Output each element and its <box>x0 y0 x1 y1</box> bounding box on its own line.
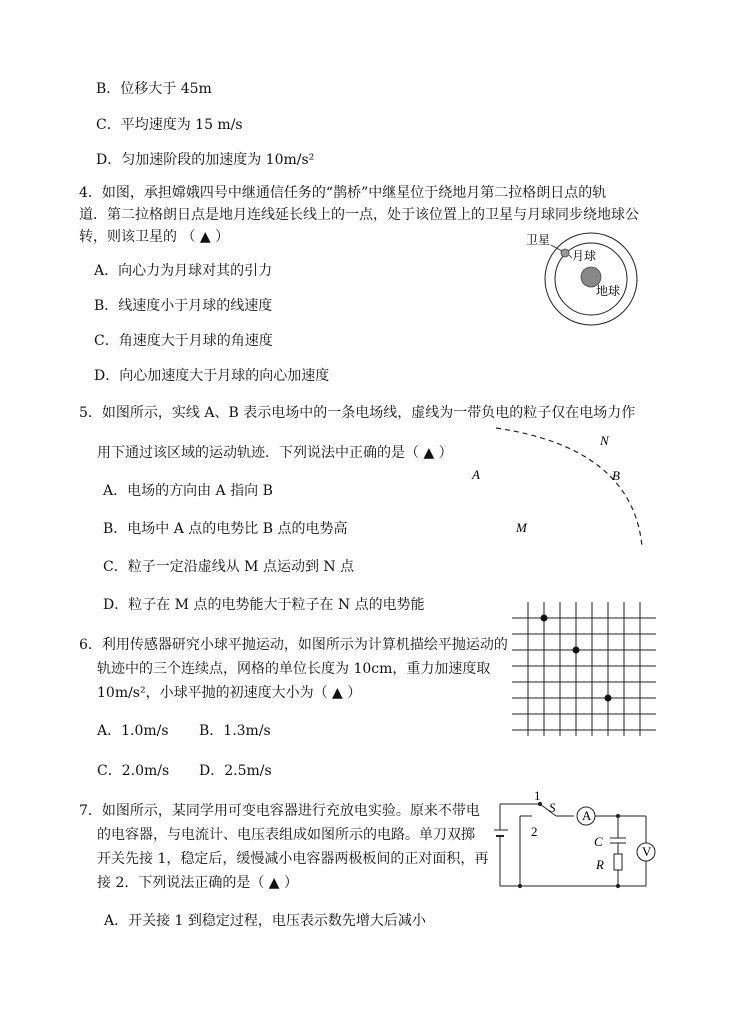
q3-option-b: B．位移大于 45m <box>96 81 212 97</box>
voltmeter-icon: V <box>642 844 652 859</box>
label-contact-2: 2 <box>531 824 538 839</box>
q6-option-c: C．2.0m/s <box>97 763 170 779</box>
q4-option-b: B．线速度小于月球的线速度 <box>94 298 273 314</box>
label-m: M <box>516 520 527 535</box>
q7-stem-line2: 的电容器，与电流计、电压表组成如图所示的电路。单刀双掷 <box>97 827 475 843</box>
q4-option-c: C．角速度大于月球的角速度 <box>94 333 273 349</box>
label-b: B <box>612 468 620 483</box>
trajectory-point-2 <box>573 647 580 654</box>
label-earth: 地球 <box>596 284 621 298</box>
q4-option-d: D．向心加速度大于月球的向心加速度 <box>94 368 330 384</box>
label-a: A <box>472 467 480 482</box>
q5-option-b: B．电场中 A 点的电势比 B 点的电势高 <box>103 521 348 537</box>
satellite-moon-icon <box>561 249 569 257</box>
q4-stem-line1: 4．如图，承担嫦娥四号中继通信任务的“鹊桥”中继星位于绕地月第二拉格朗日点的轨 <box>79 185 607 201</box>
q4-stem-line2: 道．第二拉格朗日点是地月连线延长线上的一点，处于该位置上的卫星与月球同步绕地球公 <box>79 207 639 223</box>
q5-option-d: D．粒子在 M 点的电势能大于粒子在 N 点的电势能 <box>103 597 425 613</box>
q7-option-a: A．开关接 1 到稳定过程，电压表示数先增大后减小 <box>104 913 426 929</box>
q6-option-a: A．1.0m/s <box>97 723 169 739</box>
q7-stem-line1: 7．如图所示，某同学用可变电容器进行充放电实验。原来不带电 <box>79 803 480 819</box>
q6-option-d: D．2.5m/s <box>199 763 272 779</box>
q3-option-c: C．平均速度为 15 m/s <box>96 117 243 133</box>
q4-orbit-figure <box>522 222 646 326</box>
label-satellite: 卫星 <box>526 233 551 247</box>
q4-stem-line3: 转，则该卫星的 （ ▲ ） <box>79 229 230 245</box>
trajectory-point-1 <box>541 615 548 622</box>
q6-stem-line3: 10m/s²，小球平抛的初速度大小为（ ▲ ） <box>97 685 362 701</box>
q7-stem-line3: 开关先接 1，稳定后，缓慢减小电容器两极板间的正对面积，再 <box>97 851 489 867</box>
q7-circuit-figure <box>494 790 664 896</box>
q5-option-a: A．电场的方向由 A 指向 B <box>103 483 273 499</box>
q6-stem-line1: 6．利用传感器研究小球平抛运动，如图所示为计算机描绘平抛运动的 <box>79 637 508 653</box>
ammeter-icon: A <box>582 808 592 823</box>
q5-option-c: C．粒子一定沿虚线从 M 点运动到 N 点 <box>103 559 355 575</box>
label-contact-1: 1 <box>534 790 541 803</box>
q5-stem-line2: 用下通过该区域的运动轨迹．下列说法中正确的是（ ▲ ） <box>97 445 453 461</box>
q5-field-figure <box>462 418 652 554</box>
trajectory-point-3 <box>605 695 612 702</box>
q6-stem-line2: 轨迹中的三个连续点，网格的单位长度为 10cm，重力加速度取 <box>97 661 491 677</box>
label-n: N <box>600 433 609 448</box>
label-switch-s: S <box>549 800 556 815</box>
q3-option-d: D．匀加速阶段的加速度为 10m/s² <box>96 152 315 168</box>
q6-grid-figure <box>512 602 656 736</box>
q5-stem-line1: 5．如图所示，实线 A、B 表示电场中的一条电场线，虚线为一带负电的粒子仅在电场力作 <box>79 405 636 421</box>
label-capacitor-c: C <box>594 834 603 849</box>
q4-option-a: A．向心力为月球对其的引力 <box>94 263 273 279</box>
label-moon: 月球 <box>572 249 597 263</box>
label-resistor-r: R <box>596 857 604 872</box>
q7-stem-line4: 接 2．下列说法正确的是（ ▲ ） <box>97 875 299 891</box>
q6-option-b: B．1.3m/s <box>199 723 271 739</box>
